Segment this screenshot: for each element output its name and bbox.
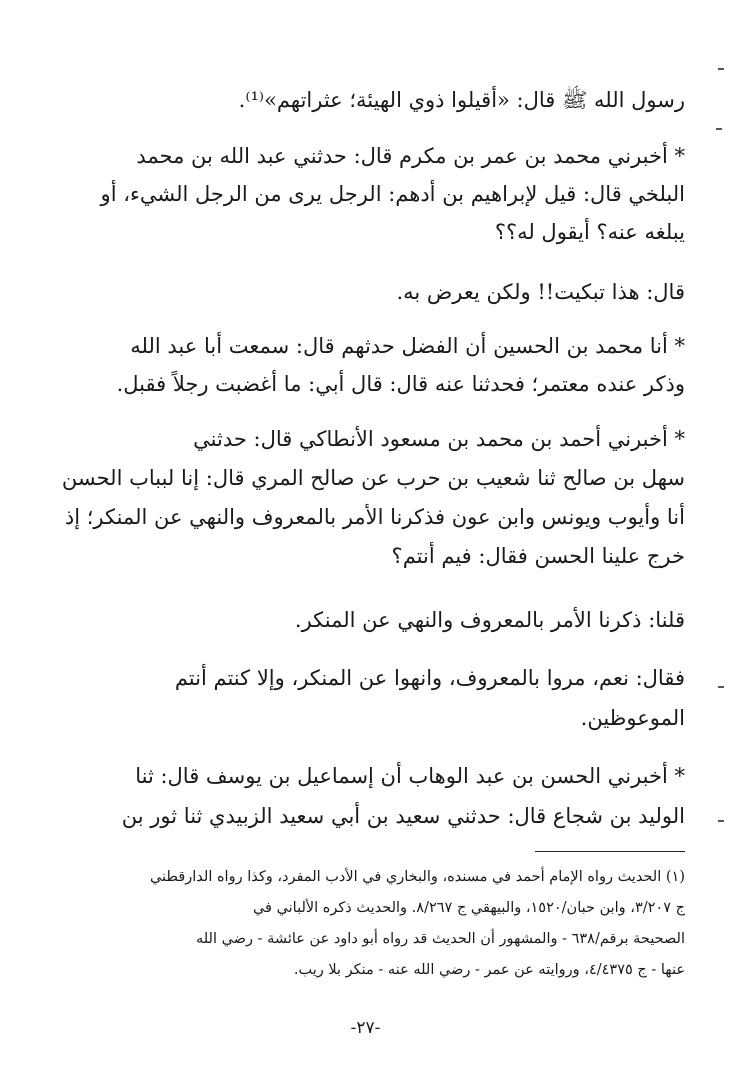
text-line: الموعوظين. [580, 706, 685, 730]
text-line: الوليد بن شجاع قال: حدثني سعيد بن أبي سعيد الزبيدي ثنا ثور بن [121, 804, 685, 828]
footnote-line: الصحيحة برقم/٦٣٨ - والمشهور أن الحديث قد رواه أبو داود عن عائشة - رضي الله [195, 931, 685, 947]
footnote-line: (١) الحديث رواه الإمام أحمد في مسنده، والبخاري في الأدب المفرد، وكذا رواه الدارقطني [149, 869, 685, 885]
text-line: * أنا محمد بن الحسين أن الفضل حدثهم قال: سمعت أبا عبد الله [130, 334, 685, 358]
paragraph-7 [33, 658, 685, 738]
text-line: قال: هذا تبكيت!! ولكن يعرض به. [396, 280, 685, 304]
text-line: سهل بن صالح ثنا شعيب بن حرب عن صالح المري قال: إنا لبباب الحسن [61, 466, 685, 490]
text-line: أنا وأيوب ويونس وابن عون فذكرنا الأمر بالمعروف والنهي عن المنكر؛ إذ [64, 505, 685, 529]
paragraph-8 [33, 756, 685, 836]
paragraph-6 [33, 600, 685, 640]
scan-mark [718, 820, 724, 822]
text-line: * أخبرني أحمد بن محمد بن مسعود الأنطاكي قال: حدثني [193, 427, 685, 451]
footnote-line: عنها - ج ٤/٤٣٧٥، وروايته عن عمر - رضي الله عنه - منكر بلا ريب. [293, 962, 685, 978]
text-line: * أخبرني الحسن بن عبد الوهاب أن إسماعيل بن يوسف قال: ثنا [135, 764, 685, 788]
scan-mark [718, 686, 724, 688]
paragraph-4 [33, 327, 685, 403]
text-line: * أخبرني محمد بن عمر بن مكرم قال: حدثني عبد الله بن محمد [136, 144, 685, 168]
paragraph-1 [33, 80, 685, 120]
text-line: البلخي قال: قيل لإبراهيم بن أدهم: الرجل يرى من الرجل الشيء، أو [100, 182, 685, 206]
paragraph-5 [33, 420, 685, 576]
text-line: خرج علينا الحسن فقال: فيم أنتم؟ [391, 544, 685, 568]
text-line: يبلغه عنه؟ أيقول له؟؟ [494, 220, 685, 244]
paragraph-3 [33, 272, 685, 312]
footnote-divider [535, 851, 685, 852]
paragraph-2 [33, 137, 685, 251]
text-line: وذكر عنده معتمر؛ فحدثنا عنه قال: قال أبي: ما أغضبت رجلاً فقبل. [116, 372, 685, 396]
page-number: -٢٧- [350, 1018, 381, 1038]
text-line: قلنا: ذكرنا الأمر بالمعروف والنهي عن المنكر. [294, 608, 685, 632]
text-line: فقال: نعم، مروا بالمعروف، وانهوا عن المنكر، وإلا كنتم أنتم [174, 666, 685, 690]
scan-mark [718, 68, 724, 70]
footnotes [33, 862, 685, 986]
scan-mark [716, 128, 722, 130]
footnote-line: ج ٣/٢٠٧، وابن حبان/١٥٢٠، والبيهقي ج ٨/٢٦٧. والحديث ذكره الألباني في [252, 900, 685, 916]
text-line: رسول الله ﷺ قال: «أقيلوا ذوي الهيئة؛ عثراتهم»⁽¹⁾. [238, 88, 685, 112]
